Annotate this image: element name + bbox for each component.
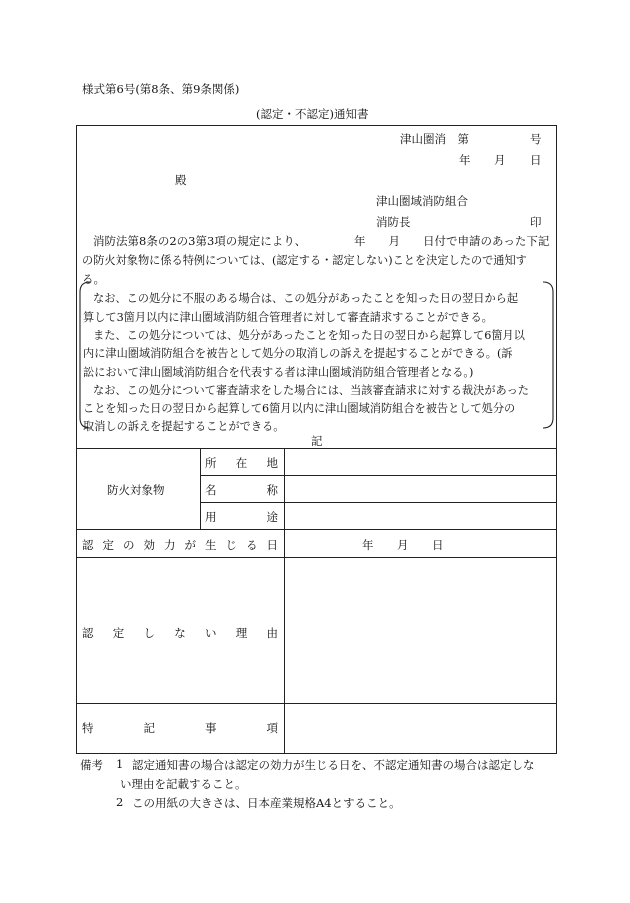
reason-value-field[interactable]: [287, 560, 554, 701]
note-1-text: 認定通知書の場合は認定の効力が生じる日を、不認定通知書の場合は認定しな: [132, 758, 535, 772]
body-line-2: の防火対象物に係る特例については、(認定する・認定しない)ことを決定したので通知す: [82, 254, 527, 267]
body-line-3: る。: [82, 272, 105, 286]
document-number-suffix: 号: [530, 132, 542, 146]
col-line-value: [284, 448, 285, 753]
row-line-use: [76, 529, 556, 530]
col-line-subject: [200, 448, 201, 529]
notice-line-4: 内に津山圏域消防組合を被告として処分の取消しの訴えを提起することができる。(訴: [83, 347, 513, 360]
address-label: 所 在 地: [205, 456, 278, 470]
frame-top: [76, 125, 556, 126]
body-line-1a: 消防法第8条の2の3第3項の規定により、: [93, 234, 307, 248]
note-1-text-cont: い理由を記載すること。: [120, 777, 247, 791]
issuer-chief: 消防長: [376, 215, 411, 229]
remarks-value-field[interactable]: [287, 706, 554, 751]
body-line-1b: 年 月 日付で申請のあった下記: [354, 234, 550, 248]
frame-left: [76, 125, 77, 753]
subject-label: 防火対象物: [107, 483, 165, 497]
notice-line-5: 訟において津山圏域消防組合を代表する者は津山圏域消防組合管理者となる。): [83, 366, 474, 379]
note-2-number: 2: [116, 795, 124, 809]
note-1-number: 1: [116, 757, 124, 771]
effect-date-year: 年: [362, 538, 374, 552]
row-line-top: [76, 448, 556, 449]
notice-line-6: なお、この処分について審査請求をした場合には、当該審査請求に対する裁決があった: [93, 384, 529, 397]
row-line-address: [200, 475, 556, 476]
notice-line-3: また、この処分については、処分があったことを知った日の翌日から起算して6箇月以: [93, 329, 525, 342]
ki-marker: 記: [311, 434, 323, 448]
document-title: (認定・不認定)通知書: [256, 107, 369, 121]
use-label: 用 途: [205, 510, 278, 524]
notice-line-8: 取消しの訴えを提起することができる。: [83, 420, 285, 433]
name-label: 名 称: [205, 483, 278, 497]
issuer-organization: 津山圏域消防組合: [376, 194, 468, 208]
remarks-label: 特 記 事 項: [82, 721, 278, 735]
effect-date-month: 月: [397, 538, 409, 552]
address-value-field[interactable]: [287, 450, 554, 474]
notice-line-7: ことを知った日の翌日から起算して6箇月以内に津山圏域消防組合を被告として処分の: [83, 402, 516, 415]
reason-label: 認 定 し な い 理 由: [82, 626, 278, 640]
date-day: 日: [530, 153, 542, 167]
notes-label: 備考: [80, 758, 103, 772]
frame-bottom: [76, 753, 557, 754]
document-number-prefix: 津山圏消 第: [400, 132, 469, 146]
form-label: 様式第6号(第8条、第9条関係): [82, 82, 240, 96]
row-line-effect: [76, 557, 556, 558]
date-year: 年: [459, 153, 471, 167]
seal-mark: 印: [530, 215, 542, 229]
effect-date-day: 日: [432, 538, 444, 552]
notice-line-1: なお、この処分に不服のある場合は、この処分があったことを知った日の翌日から起: [93, 292, 519, 305]
date-month: 月: [494, 153, 506, 167]
addressee-suffix: 殿: [175, 173, 187, 187]
row-line-reason: [76, 703, 556, 704]
use-value-field[interactable]: [287, 504, 554, 528]
note-2-text: この用紙の大きさは、日本産業規格A4とすること。: [132, 796, 401, 810]
frame-right: [556, 125, 557, 753]
notice-line-2: 算して3箇月以内に津山圏域消防組合管理者に対して審査請求することができる。: [83, 311, 493, 324]
name-value-field[interactable]: [287, 477, 554, 501]
effect-date-label: 認 定 の 効 力 が 生 じ る 日: [82, 538, 278, 552]
right-bracket: [543, 282, 553, 428]
row-line-name: [200, 502, 556, 503]
